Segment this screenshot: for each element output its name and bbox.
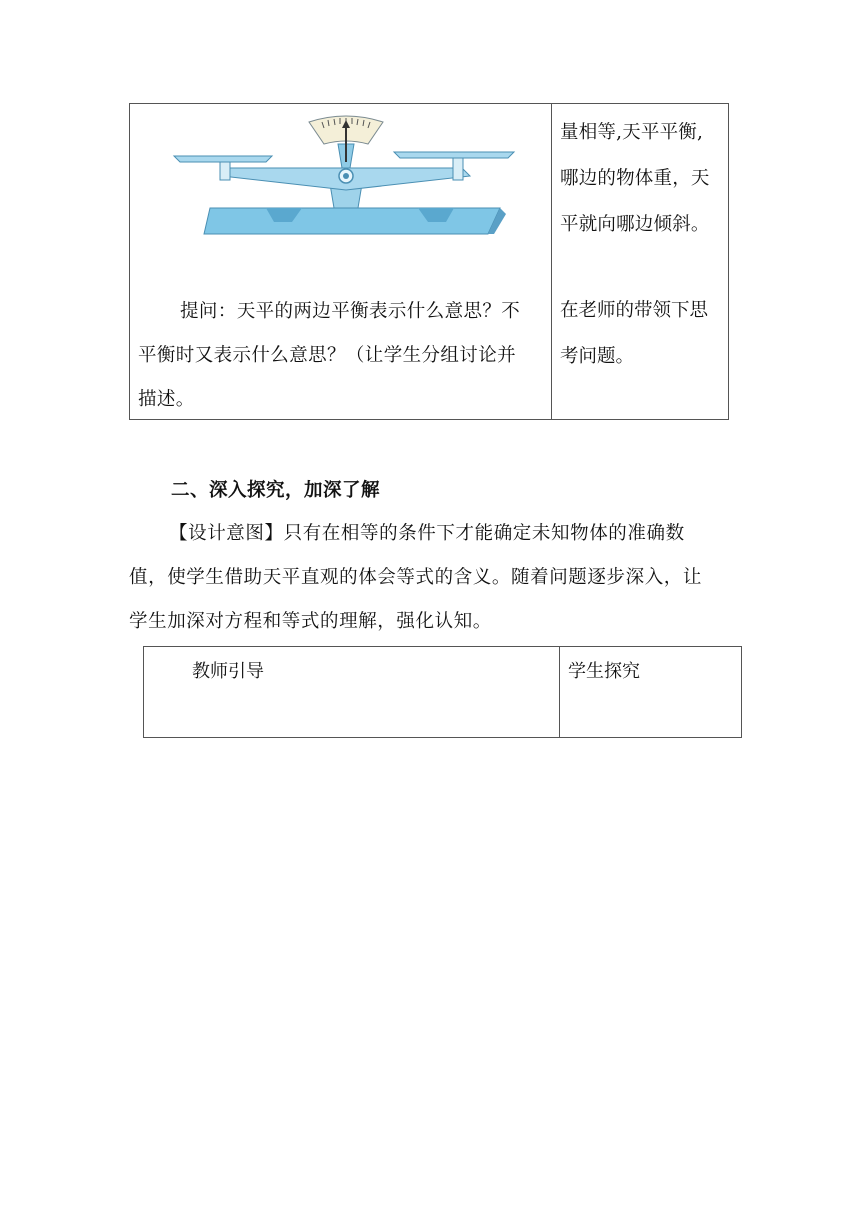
question-line: 提问：天平的两边平衡表示什么意思？不: [180, 301, 521, 322]
column-divider: [559, 647, 560, 737]
section-heading: 二、深入探究，加深了解: [171, 480, 381, 501]
lesson-table-1: [129, 103, 729, 420]
teacher-guide-header: 教师引导: [192, 661, 264, 682]
lesson-table-2: [143, 646, 742, 738]
question-line: 描述。: [138, 389, 195, 410]
column-divider: [551, 104, 552, 419]
response-line: 在老师的带领下思: [560, 300, 709, 321]
question-line: 平衡时又表示什么意思？（让学生分组讨论并: [138, 345, 517, 366]
paragraph-line: 【设计意图】只有在相等的条件下才能确定未知物体的准确数: [169, 523, 685, 544]
response-line: 哪边的物体重，天: [560, 168, 710, 189]
paragraph-line: 值，使学生借助天平直观的体会等式的含义。随着问题逐步深入，让: [129, 567, 703, 588]
paragraph-line: 学生加深对方程和等式的理解，强化认知。: [129, 611, 492, 632]
response-line: 考问题。: [560, 346, 635, 367]
design-intent-paragraph: [129, 512, 734, 644]
student-response-bottom: [560, 288, 726, 380]
response-line: 量相等,天平平衡,: [560, 122, 704, 143]
student-response-top: [560, 110, 726, 248]
student-inquiry-header: 学生探究: [568, 661, 640, 682]
response-line: 平就向哪边倾斜。: [560, 214, 710, 235]
balance-scale-illustration: [170, 110, 520, 238]
question-text: [138, 290, 548, 422]
